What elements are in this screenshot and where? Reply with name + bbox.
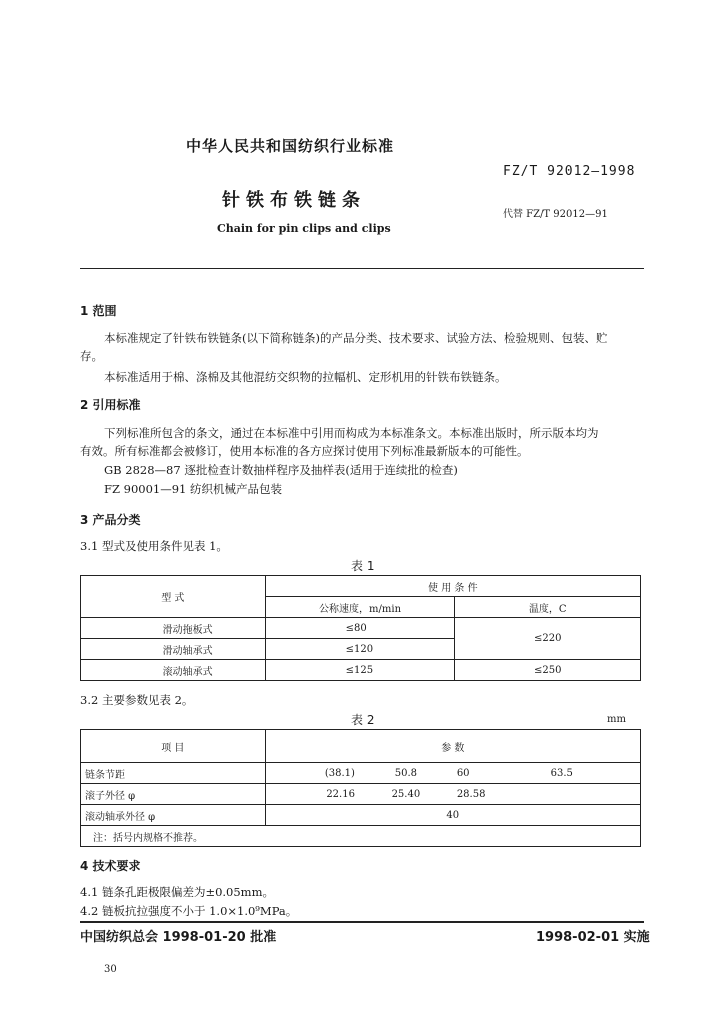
- table-row: [81, 763, 641, 784]
- section-1-para-2: 本标准适用于棉、涤棉及其他混纺交织物的拉幅机、定形机用的针铁布铁链条。: [104, 370, 507, 384]
- table-row: [81, 805, 641, 826]
- table-1-cell-type: 滑动拖板式: [81, 618, 266, 639]
- table-2-caption: 表 2: [351, 713, 375, 727]
- table-1: [80, 575, 641, 681]
- page-number: 30: [104, 964, 117, 975]
- table-2: [80, 729, 641, 847]
- section-3-2: 3.2 主要参数见表 2。: [80, 693, 194, 707]
- section-2-para-1b: 有效。所有标准都会被修订，使用本标准的各方应探讨使用下列标准最新版本的可能性。: [80, 444, 529, 458]
- header-rule: [80, 268, 644, 269]
- table-2-cell-item: 滚动轴承外径 φ: [81, 805, 266, 826]
- table-2-cell-value: 63.5: [547, 763, 641, 784]
- table-1-cell-speed: ≤120: [265, 639, 455, 660]
- table-1-cell-speed: ≤80: [265, 618, 455, 639]
- standard-code: FZ/T 92012—1998: [503, 164, 636, 179]
- reference-1: GB 2828—87 逐批检查计数抽样程序及抽样表(适用于连续批的检查): [104, 463, 458, 477]
- approval-date: 中国纺织总会 1998-01-20 批准: [80, 930, 277, 945]
- table-2-cell-value: 40: [265, 805, 640, 826]
- org-title: 中华人民共和国纺织行业标准: [186, 137, 395, 155]
- table-2-unit: mm: [607, 714, 626, 725]
- table-row: [81, 784, 641, 805]
- table-1-header-speed: 公称速度，m/min: [265, 597, 455, 618]
- table-2-cell-value: 22.16: [265, 784, 359, 805]
- table-1-caption: 表 1: [351, 559, 375, 573]
- section-4-1: 4.1 链条孔距极限偏差为±0.05mm。: [80, 885, 274, 899]
- table-2-note: 注：括号内规格不推荐。: [81, 826, 641, 847]
- table-1-cell-temperature: ≤220: [455, 618, 641, 660]
- english-title: Chain for pin clips and clips: [217, 222, 391, 235]
- replaces-code: 代替 FZ/T 92012—91: [503, 209, 608, 220]
- footer-rule: [80, 921, 644, 923]
- section-1-para-1b: 存。: [80, 349, 103, 363]
- table-row: [81, 660, 641, 681]
- table-1-cell-type: 滚动轴承式: [81, 660, 266, 681]
- implementation-date: 1998-02-01 实施: [536, 930, 650, 945]
- table-1-header-type: 型 式: [81, 576, 266, 618]
- table-2-cell-value: 25.40: [359, 784, 453, 805]
- table-1-header-temperature: 温度，C: [455, 597, 641, 618]
- document-title: 针铁布铁链条: [222, 190, 366, 211]
- section-4-heading: 4 技术要求: [80, 859, 141, 873]
- section-1-heading: 1 范围: [80, 304, 117, 318]
- table-2-cell-value: 28.58: [453, 784, 641, 805]
- section-3-1: 3.1 型式及使用条件见表 1。: [80, 539, 228, 553]
- table-2-header-item: 项 目: [81, 730, 266, 763]
- table-2-cell-value: 50.8: [359, 763, 453, 784]
- section-4-2: 4.2 链板抗拉强度不小于 1.0×1.0⁹MPa。: [80, 904, 298, 918]
- section-1-para-1a: 本标准规定了针铁布铁链条(以下简称链条)的产品分类、技术要求、试验方法、检验规则、包装、贮: [104, 331, 608, 345]
- section-2-heading: 2 引用标准: [80, 398, 141, 412]
- section-2-para-1a: 下列标准所包含的条文，通过在本标准中引用而构成为本标准条文。本标准出版时，所示版本均为: [104, 426, 599, 440]
- table-1-cell-speed: ≤125: [265, 660, 455, 681]
- table-1-cell-temperature: ≤250: [455, 660, 641, 681]
- table-2-header-parameters: 参 数: [265, 730, 640, 763]
- section-3-heading: 3 产品分类: [80, 513, 141, 527]
- table-2-cell-item: 滚子外径 φ: [81, 784, 266, 805]
- table-1-header-conditions: 使 用 条 件: [265, 576, 640, 597]
- table-2-cell-value: 60: [453, 763, 547, 784]
- table-2-cell-value: (38.1): [265, 763, 359, 784]
- table-1-cell-type: 滑动轴承式: [81, 639, 266, 660]
- table-2-cell-item: 链条节距: [81, 763, 266, 784]
- reference-2: FZ 90001—91 纺织机械产品包装: [104, 482, 282, 496]
- table-row: [81, 618, 641, 639]
